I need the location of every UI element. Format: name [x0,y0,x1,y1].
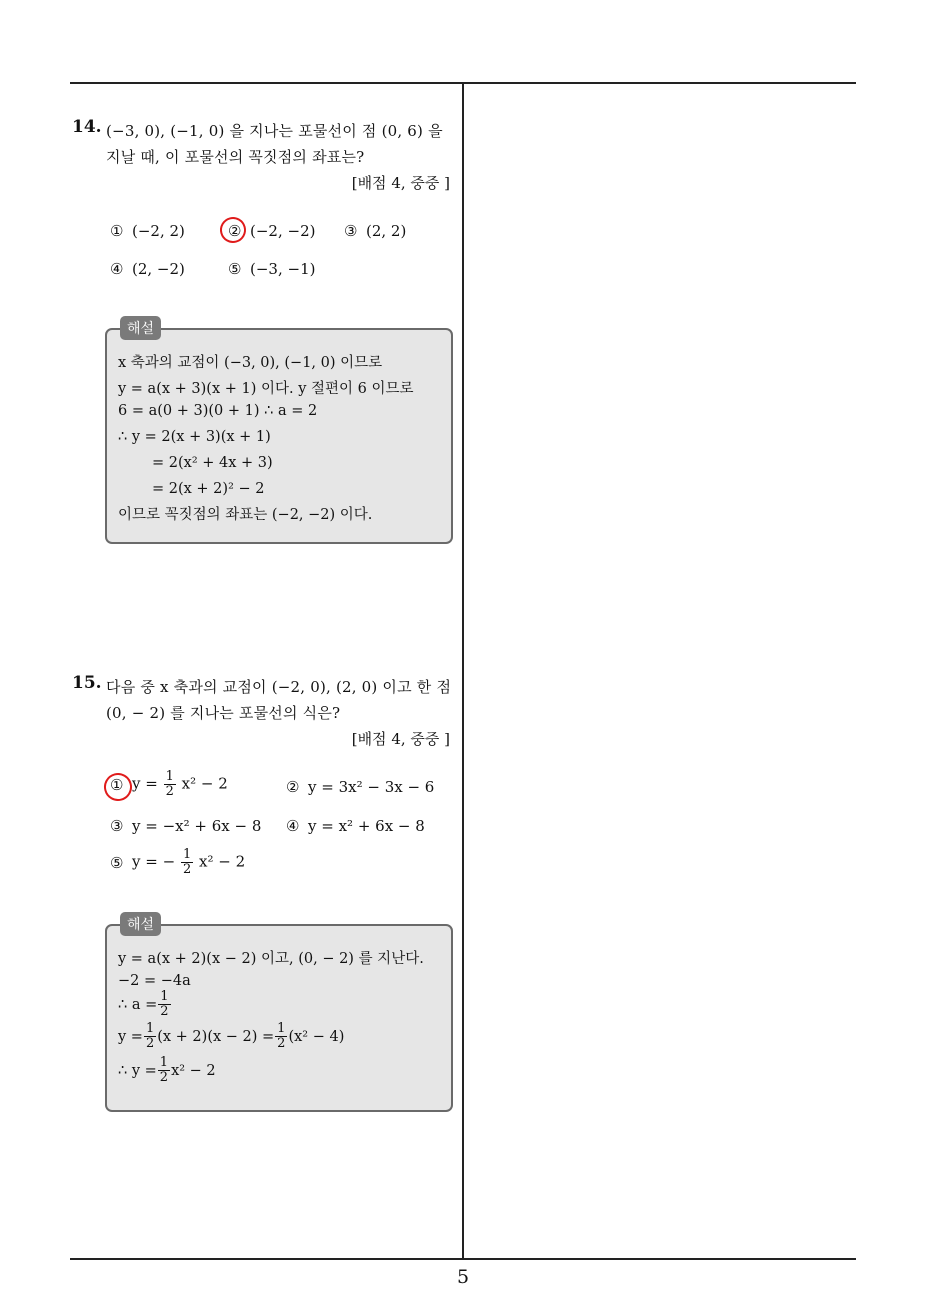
solution-line: = 2(x + 2)² − 2 [152,481,265,497]
solution-line: y = a(x + 2)(x − 2) 이고, (0, − 2) 를 지난다. [118,951,424,967]
choice-2[interactable] [286,778,434,796]
solution-badge: 해설 [120,316,161,340]
fraction-denominator: 2 [159,1070,169,1085]
choice-marker: ③ [344,222,358,240]
choice-4[interactable] [286,817,425,835]
choice-5[interactable] [110,848,245,877]
solution-line: ∴ y = 2(x + 3)(x + 1) [118,429,271,445]
choice-text: y = 3x² − 3x − 6 [308,778,435,796]
choice-text-suffix: x² − 2 [181,774,228,793]
choice-text [132,770,228,799]
choice-text: y = −x² + 6x − 8 [132,817,262,835]
solution-text: x² − 2 [171,1062,216,1079]
choice-5[interactable] [228,260,315,278]
choice-marker: ② [286,778,300,796]
choice-text: (2, −2) [132,260,185,278]
solution-line [118,1056,216,1085]
solution-badge: 해설 [120,912,161,936]
choice-marker: ④ [286,817,300,835]
fraction-denominator: 2 [160,1004,169,1019]
choice-marker: ⑤ [228,260,242,278]
question-text-line1: (−3, 0), (−1, 0) 을 지나는 포물선이 점 (0, 6) 을 [106,122,443,140]
question-text-line2: 지날 때, 이 포물선의 꼭짓점의 좌표는? [106,148,365,166]
answer-circle-mark [217,214,249,246]
fraction [144,1022,156,1051]
solution-line: −2 = −4a [118,973,191,989]
solution-text: ∴ a = [118,996,158,1013]
choice-3[interactable] [110,817,261,835]
fraction-numerator: 1 [160,989,169,1004]
fraction-denominator: 2 [165,784,174,799]
choice-marker: ① [110,775,124,794]
choice-marker: ④ [110,260,124,278]
question-text-line1: 다음 중 x 축과의 교점이 (−2, 0), (2, 0) 이고 한 점 [106,678,452,696]
fraction-numerator: 1 [277,1021,286,1036]
column-divider [462,82,464,1259]
solution-text: y = [118,1028,143,1045]
fraction-numerator: 1 [159,1055,169,1070]
fraction-numerator: 1 [165,769,174,784]
solution-line: x 축과의 교점이 (−3, 0), (−1, 0) 이므로 [118,355,383,371]
solution-line: = 2(x² + 4x + 3) [152,455,273,471]
choice-text-prefix: y = [132,774,163,793]
solution-line: 이므로 꼭짓점의 좌표는 (−2, −2) 이다. [118,507,373,523]
solution-text: (x² − 4) [288,1028,345,1045]
solution-text: ∴ y = [118,1062,157,1079]
choice-marker: ② [228,222,242,240]
solution-line [118,990,172,1019]
choice-text: (−2, 2) [132,222,185,240]
choice-text: y = x² + 6x − 8 [308,817,425,835]
solution-line [118,1022,344,1051]
choice-text: (−2, −2) [250,222,316,240]
fraction-denominator: 2 [277,1036,286,1051]
choice-marker: ⑤ [110,853,124,872]
fraction [158,1056,170,1085]
fraction [158,990,170,1019]
bottom-rule [70,1258,856,1260]
score-difficulty: [배점 4, 중중 ] [351,174,450,192]
question-text-line2: (0, − 2) 를 지나는 포물선의 식은? [106,704,341,722]
fraction-numerator: 1 [182,847,192,862]
score-difficulty: [배점 4, 중중 ] [351,730,450,748]
choice-text: (2, 2) [366,222,407,240]
choice-text-suffix: x² − 2 [199,852,246,871]
choice-text: (−3, −1) [250,260,316,278]
fraction-numerator: 1 [145,1021,155,1036]
solution-text: (x + 2)(x − 2) = [157,1028,275,1045]
fraction [275,1022,287,1051]
solution-line: 6 = a(0 + 3)(0 + 1) ∴ a = 2 [118,403,318,419]
fraction [181,848,193,877]
solution-line: y = a(x + 3)(x + 1) 이다. y 절편이 6 이므로 [118,381,414,397]
choice-3[interactable] [344,222,406,240]
question-number: 14. [72,117,102,137]
choice-text [132,848,245,877]
fraction-denominator: 2 [145,1036,155,1051]
question-number: 15. [72,673,102,693]
choice-4[interactable] [110,260,185,278]
page-number: 5 [456,1266,470,1288]
fraction [164,770,176,799]
fraction-denominator: 2 [182,862,192,877]
choice-marker: ① [110,222,124,240]
choice-text-prefix: y = − [132,852,176,871]
choice-marker: ③ [110,817,124,835]
choice-1[interactable] [110,222,185,240]
